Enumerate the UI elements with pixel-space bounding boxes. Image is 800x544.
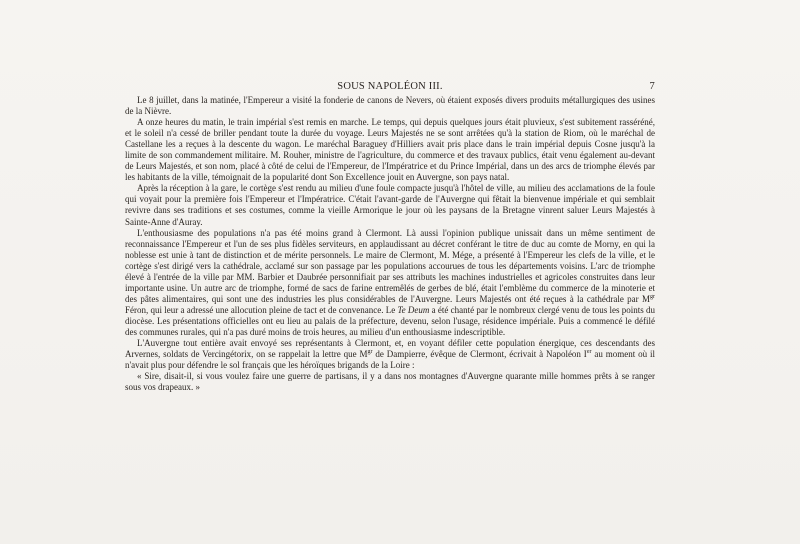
- paragraph-auvergne: [125, 338, 655, 371]
- auvergne-text-1: L'Auvergne tout entière avait envoyé ses représentants à Clermont, et, en voyant défiler cette population énergique, ces descendants des Arvernes, soldats de Vercingétorix, on se rappelait la lettre que M: [125, 338, 655, 360]
- auvergne-text-3: au moment où il n'avait plus pour défendre le sol français que les héroïques brigands de la Loire :: [125, 349, 655, 371]
- clermont-text-3: a été chanté par le nombreux clergé venu de tous les points du diocèse. Les présentations officielles ont eu lieu au palais de la préfecture, devenu, selon l'usage, résidence impériale. Puis a commencé le défilé des communes rurales, qui n'a pas duré moins de trois heures, au milieu d'un enthousiasme indescriptible.: [125, 304, 656, 337]
- running-header: [125, 81, 655, 95]
- superscript-gr: gr: [367, 349, 373, 356]
- superscript-er: er: [586, 349, 592, 356]
- paragraph-clermont: [125, 228, 655, 338]
- paragraph-journey: A onze heures du matin, le train impérial s'est remis en marche. Le temps, qui depuis quelques jours était pluvieux, s'est subitement rasséréné, et le soleil n'a cessé de briller pendant toute la durée du voyage. Leurs Majestés ne se sont arrêtées qu'à la station de Riom, où le maréchal de Castellane les a reçues à la descente du wagon. Le maréchal Baraguey d'Hilliers avait pris place dans le train impérial depuis Cosne jusqu'à la limite de son commandement militaire. M. Rouher, ministre de l'agriculture, du commerce et des travaux publics, était venu également au-devant de Leurs Majestés, et son nom, placé à côté de celui de l'Empereur, de l'Impératrice et du Prince Impérial, dans un des arcs de triomphe élevés par les habitants de la ville, témoignait de la popularité dont Son Excellence jouit en Auvergne, son pays natal.: [125, 117, 655, 183]
- running-title: SOUS NAPOLÉON III.: [337, 81, 443, 92]
- page-number: 7: [649, 81, 655, 92]
- clermont-text-2: Féron, qui leur a adressé une allocution pleine de tact et de convenance. Le: [125, 304, 398, 315]
- paragraph-nevers: Le 8 juillet, dans la matinée, l'Empereur a visité la fonderie de canons de Nevers, où étaient exposés divers produits métallurgiques des usines de la Nièvre.: [125, 95, 655, 117]
- paragraph-reception: Après la réception à la gare, le cortège s'est rendu au milieu d'une foule compacte jusqu'à l'hôtel de ville, au milieu des acclamations de la foule qui voyait pour la première fois l'Empereur et l'Impératrice. C'était l'avant-garde de l'Auvergne qui fêtait la bienvenue impériale et qui semblait revivre dans ses traditions et ses costumes, comme la vieille Armorique le jour où les paysans de la Bretagne vinrent saluer Leurs Majestés à Sainte-Anne d'Auray.: [125, 183, 655, 227]
- superscript-gr: gr: [650, 293, 655, 300]
- paragraph-quote: « Sire, disait-il, si vous voulez faire une guerre de partisans, il y a dans nos montagnes d'Auvergne quarante mille hommes prêts à se ranger sous vos drapeaux. »: [125, 371, 655, 393]
- body-text: [125, 95, 655, 393]
- auvergne-text-2: de Dampierre, évêque de Clermont, écrivait à Napoléon I: [372, 349, 587, 360]
- te-deum-italic: Te Deum: [397, 304, 430, 315]
- clermont-text-1: L'enthousiasme des populations n'a pas été moins grand à Clermont. Là aussi l'opinion publique unissait dans un même sentiment de reconnaissance l'Empereur et l'un de ses plus fidèles serviteurs, en applaudissant au décret conférant le titre de duc au comte de Morny, en qui la noblesse est unie à tant de distinction et de mérite personnels. Le maire de Clermont, M. Mége, a présenté à l'Empereur les clefs de la ville, et le cortège s'est dirigé vers la cathédrale, acclamé sur son passage par les populations accourues de tous les départements voisins. L'arc de triomphe élevé à l'entrée de la ville par MM. Barbier et Daubrée personnifiait par ses attributs les machines industrielles et agricoles construites dans leur importante usine. Un autre arc de triomphe, formé de sacs de farine entremêlés de gerbes de blé, était l'emblème du commerce de la minoterie et des pâtes alimentaires, qui sont une des industries les plus considérables de l'Auvergne. Leurs Majestés ont été reçues à la cathédrale par M: [125, 227, 655, 304]
